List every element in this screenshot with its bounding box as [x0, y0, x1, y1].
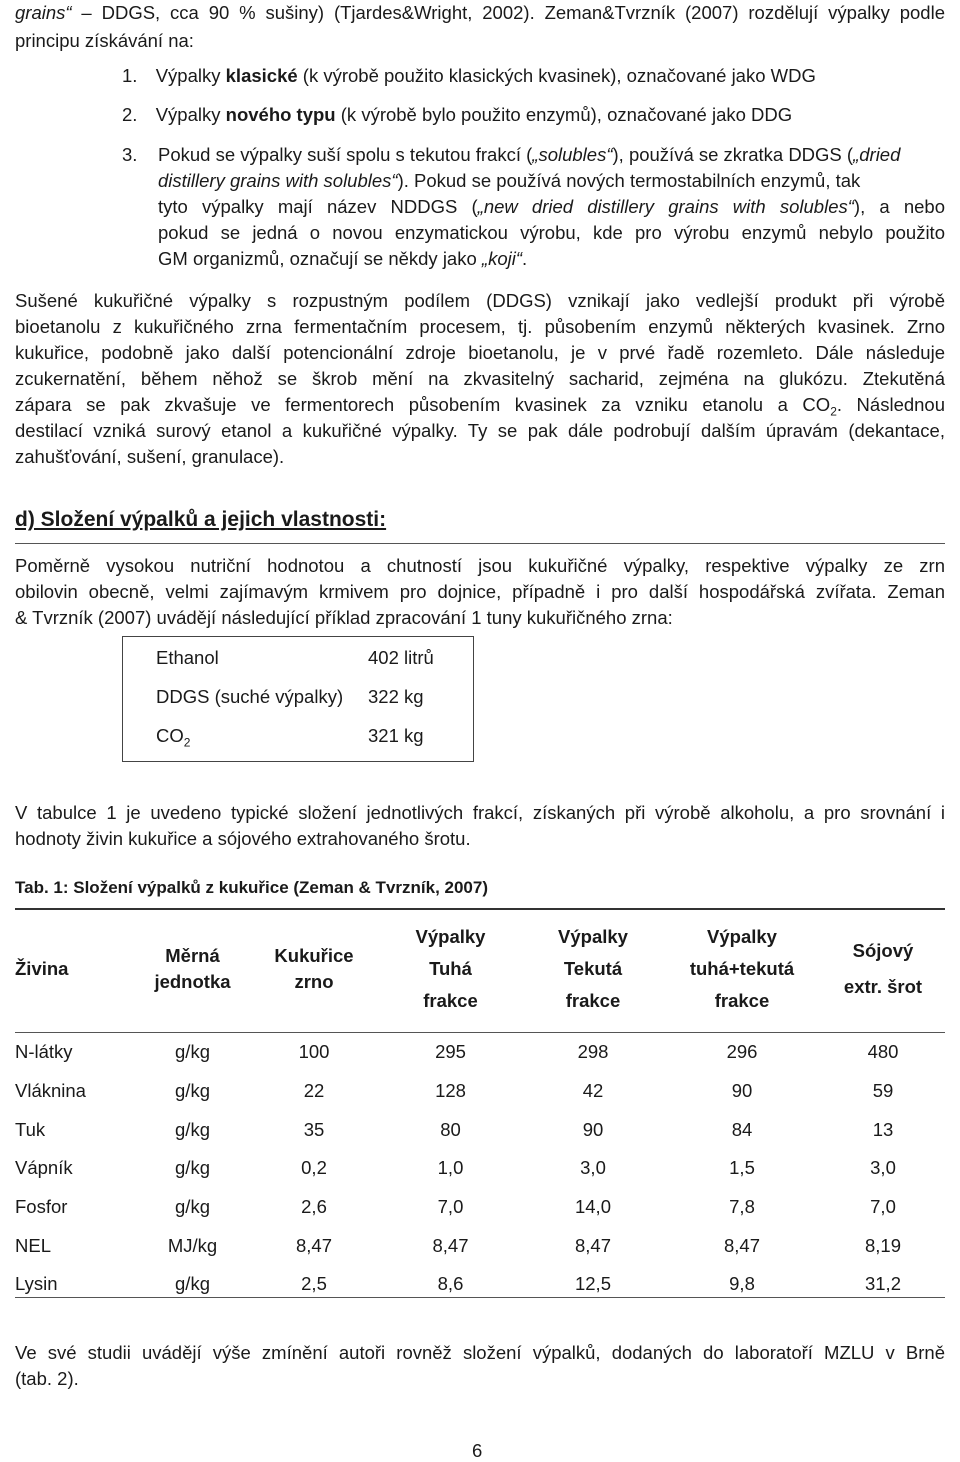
cell-soy: 31,2: [864, 1273, 901, 1295]
cell-liquid: 42: [582, 1080, 604, 1102]
cell-row-label: Fosfor: [15, 1196, 68, 1218]
cell-solid: 80: [440, 1118, 461, 1140]
list-item-2: [122, 102, 792, 128]
list-text: Výpalky: [155, 104, 226, 125]
cell-liquid: 90: [582, 1118, 604, 1140]
list-text: (k výrobě použito klasických kvasinek), označované jako WDG: [297, 65, 816, 86]
list-text: .: [522, 248, 528, 269]
box-value-ddgs: 322 kg: [368, 686, 424, 707]
table-row: [15, 1110, 945, 1149]
list-text: ), a nebo: [853, 196, 945, 217]
intro-italic: grains“: [15, 2, 72, 23]
cell-combined: 90: [731, 1080, 753, 1102]
header-corn: Kukuřice zrno: [274, 945, 354, 992]
list-text: GM organizmů, označují se někdy jako: [158, 248, 482, 269]
header-soy: Sójový extr. šrot: [843, 940, 923, 997]
heading-divider: [15, 543, 945, 544]
cell-liquid: 12,5: [574, 1273, 611, 1295]
list-item-1: [122, 63, 816, 89]
list-item-3-line-1: [158, 142, 900, 168]
cell-corn: 0,2: [301, 1157, 327, 1179]
cell-soy: 13: [872, 1118, 894, 1140]
cell-unit: g/kg: [175, 1157, 210, 1179]
table-row: [15, 1149, 945, 1188]
para4-line-2: (tab. 2).: [15, 1368, 79, 1389]
para3-line-1: V tabulce 1 je uvedeno typické složení jednotlivých frakcí, získaných při výrobě alkoholu, a pro srovnání i: [15, 802, 945, 823]
cell-corn: 100: [298, 1041, 330, 1063]
cell-corn: 2,6: [301, 1196, 327, 1218]
para1-line-2: bioetanolu z kukuřičného zrna fermentačním procesem, tj. působením enzymů některých kvasinek. Zrno: [15, 316, 945, 337]
header-nutrient: Živina: [15, 958, 69, 979]
cell-soy: 3,0: [870, 1157, 896, 1179]
table-row: [15, 1226, 945, 1265]
cell-row-label: Lysin: [15, 1273, 58, 1295]
cell-solid: 8,6: [437, 1273, 464, 1295]
box-label-ethanol: Ethanol: [156, 647, 219, 668]
table-row: [15, 1072, 945, 1111]
table-row: [15, 1265, 945, 1304]
subscript: 2: [830, 404, 837, 419]
cell-combined: 8,47: [723, 1234, 760, 1256]
para1-text: zápara se pak zkvašuje ve fermentorech působením kvasinek za vzniku etanolu a CO: [15, 394, 831, 415]
cell-liquid: 14,0: [574, 1196, 611, 1218]
para3-line-2: hodnoty živin kukuřice a sójového extrahovaného šrotu.: [15, 828, 471, 849]
cell-row-label: Tuk: [15, 1118, 46, 1140]
list-italic: „dried: [853, 144, 901, 165]
cell-solid: 128: [435, 1080, 466, 1102]
list-number: 2.: [122, 104, 138, 125]
cell-unit: MJ/kg: [167, 1234, 218, 1256]
co2-text: CO: [156, 725, 184, 746]
list-item-3-line-3: [158, 194, 945, 220]
cell-combined: 84: [731, 1118, 753, 1140]
box-value-co2: 321 kg: [368, 725, 424, 746]
cell-solid: 295: [435, 1041, 466, 1063]
list-text: (k výrobě bylo použito enzymů), označované jako DDG: [335, 104, 793, 125]
para2-line-3: & Tvrzník (2007) uvádějí následující příklad zpracování 1 tuny kukuřičného zrna:: [15, 607, 673, 628]
cell-corn: 8,47: [295, 1234, 332, 1256]
para2-line-1: Poměrně vysokou nutriční hodnotou a chutností jsou kukuřičné výpalky, respektive výpalky ze zrn: [15, 555, 945, 576]
list-italic: „new dried distillery grains with solubles“: [477, 196, 854, 217]
list-item-3-line-2: [158, 168, 860, 194]
cell-solid: 8,47: [432, 1234, 469, 1256]
intro-text: – DDGS, cca 90 % sušiny) (Tjardes&Wright, 2002). Zeman&Tvrzník (2007) rozdělují výpalky podle: [71, 2, 945, 23]
header-liquid: Výpalky Tekutá frakce: [558, 926, 628, 1011]
cell-unit: g/kg: [175, 1080, 210, 1102]
box-label-ddgs: DDGS (suché výpalky): [156, 686, 344, 707]
box-label-co2: [156, 723, 190, 756]
cell-combined: 9,8: [729, 1273, 755, 1295]
list-item-3-line-4: pokud se jedná o novou enzymatickou výrobu, kde pro výrobu enzymů nebylo použito: [158, 222, 945, 243]
table-row: [15, 1033, 945, 1072]
page-number: 6: [472, 1440, 483, 1461]
cell-corn: 22: [303, 1080, 325, 1102]
cell-soy: 59: [872, 1080, 894, 1102]
cell-soy: 8,19: [864, 1234, 901, 1256]
cell-soy: 7,0: [870, 1196, 896, 1218]
table-row: [15, 1188, 945, 1227]
list-text: Pokud se výpalky suší spolu s tekutou frakcí (: [158, 144, 533, 165]
para2-line-2: obilovin obecně, velmi zajímavým krmivem pro dojnice, případně i pro další hospodářská zvířata. Zeman: [15, 581, 945, 602]
para1-text: . Následnou: [836, 394, 946, 415]
cell-combined: 7,8: [729, 1196, 755, 1218]
para1-line-1: Sušené kukuřičné výpalky s rozpustným podílem (DDGS) vznikají jako vedlejší produkt při výrobě: [15, 290, 945, 311]
list-text: Výpalky: [155, 65, 226, 86]
cell-unit: g/kg: [175, 1118, 210, 1140]
para1-line-7: zahušťování, sušení, granulace).: [15, 446, 285, 467]
cell-unit: g/kg: [175, 1196, 210, 1218]
list-text: ). Pokud se používá nových termostabilních enzymů, tak: [397, 170, 861, 191]
para1-line-4: zcukernatění, během něhož se škrob mění na zkvasitelný sacharid, zejména na glukózu. Ztekutěná: [15, 368, 945, 389]
cell-liquid: 3,0: [580, 1157, 606, 1179]
list-text: ), používá se zkratka DDGS (: [612, 144, 854, 165]
para1-line-3: kukuřice, podobně jako další potencionální zdroje bioetanolu, je v prvé řadě rozemleto. Dále následuje: [15, 342, 945, 363]
table-caption: Tab. 1: Složení výpalků z kukuřice (Zeman & Tvrzník, 2007): [15, 878, 489, 897]
cell-solid: 1,0: [437, 1157, 464, 1179]
cell-liquid: 8,47: [574, 1234, 611, 1256]
header-combined: Výpalky tuhá+tekutá frakce: [689, 926, 795, 1011]
cell-row-label: Vláknina: [15, 1080, 86, 1102]
cell-liquid: 298: [577, 1041, 609, 1063]
cell-corn: 2,5: [301, 1273, 327, 1295]
list-item-3-number: 3.: [122, 144, 138, 165]
processing-box: [122, 636, 474, 762]
header-unit: Měrná jednotka: [154, 945, 231, 992]
box-value-ethanol: 402 litrů: [368, 647, 434, 668]
cell-solid: 7,0: [437, 1196, 464, 1218]
subscript: 2: [183, 735, 191, 750]
section-heading: d) Složení výpalků a jejich vlastnosti:: [15, 508, 387, 531]
nutrient-table: [15, 910, 945, 1304]
list-item-3-line-5: [158, 246, 527, 272]
para1-line-6: destilací vzniká surový etanol a kukuřičné výpalky. Ty se pak dále podrobují dalším úpravám (dekantace,: [15, 420, 945, 441]
cell-corn: 35: [303, 1118, 325, 1140]
list-italic: „solubles“: [532, 144, 613, 165]
para4-line-1: Ve své studii uvádějí výše zmínění autoři rovněž složení výpalků, dodaných do laboratoří MZLU v Brně: [15, 1342, 945, 1363]
intro-line-2: principu získávání na:: [15, 30, 194, 51]
table-header-row: [15, 910, 945, 1028]
list-number: 1.: [122, 65, 138, 86]
list-bold: nového typu: [225, 104, 336, 125]
list-bold: klasické: [225, 65, 298, 86]
cell-unit: g/kg: [175, 1041, 210, 1063]
header-solid: Výpalky Tuhá frakce: [415, 926, 486, 1011]
cell-combined: 1,5: [729, 1157, 755, 1179]
cell-soy: 480: [867, 1041, 899, 1063]
list-italic: „koji“: [481, 248, 522, 269]
cell-row-label: N-látky: [15, 1041, 73, 1063]
cell-row-label: Vápník: [15, 1157, 73, 1179]
list-text: tyto výpalky mají název NDDGS (: [158, 196, 478, 217]
table-bottom-rule: [15, 1297, 945, 1298]
cell-row-label: NEL: [15, 1234, 51, 1256]
cell-unit: g/kg: [175, 1273, 210, 1295]
cell-combined: 296: [726, 1041, 758, 1063]
intro-line-1: [15, 0, 945, 26]
list-italic: distillery grains with solubles“: [158, 170, 398, 191]
